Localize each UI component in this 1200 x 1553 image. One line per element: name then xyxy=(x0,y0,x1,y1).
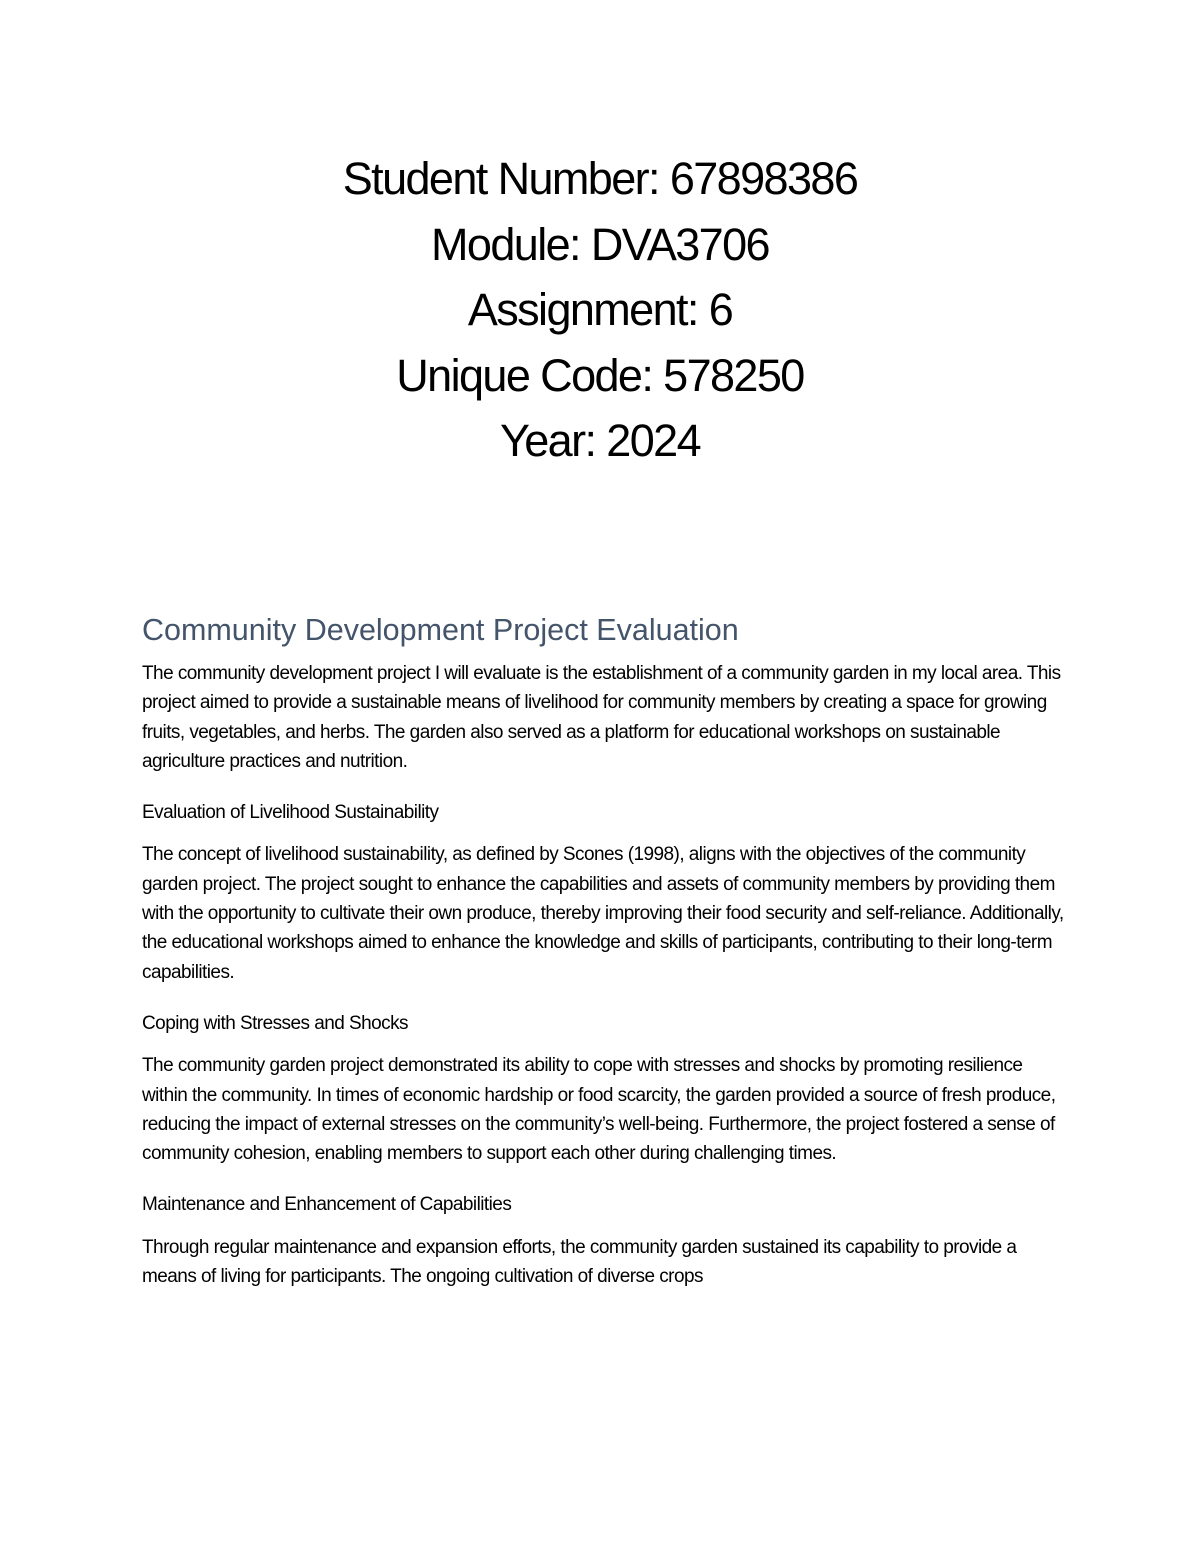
student-number-line: Student Number: 67898386 xyxy=(342,153,858,204)
cover-block xyxy=(0,146,1200,474)
subsection-body-coping: The community garden project demonstrated its ability to cope with stresses and shocks by promoting resilience within the community. In times of economic hardship or food scarcity, the garden provided a source of fresh produce, reducing the impact of external stresses on the community’s well-being. Furthermore, the project fostered a sense of community cohesion, enabling members to support each other during challenging times. xyxy=(142,1055,1056,1165)
subsection-heading-capabilities: Maintenance and Enhancement of Capabilities xyxy=(142,1194,512,1216)
assignment-line: Assignment: 6 xyxy=(467,284,733,335)
subsection-heading-coping: Coping with Stresses and Shocks xyxy=(142,1012,408,1034)
year-line: Year: 2024 xyxy=(499,415,701,466)
module-line: Module: DVA3706 xyxy=(431,218,769,270)
unique-code-line: Unique Code: 578250 xyxy=(396,349,804,401)
document-body xyxy=(142,608,1072,1313)
intro-paragraph: The community development project I will evaluate is the establishment of a community garden in my local area. This project aimed to provide a sustainable means of livelihood for community members by creating a space for growing fruits, vegetables, and herbs. The garden also served as a platform for educational workshops on sustainable agriculture practices and nutrition. xyxy=(142,663,1061,772)
section-title: Community Development Project Evaluation xyxy=(142,613,739,647)
subsection-body-capabilities: Through regular maintenance and expansion efforts, the community garden sustained its capability to provide a means of living for participants. The ongoing cultivation of diverse crops xyxy=(142,1236,1017,1288)
subsection-body-livelihood: The concept of livelihood sustainability, as defined by Scones (1998), aligns with the objectives of the community garden project. The project sought to enhance the capabilities and assets of community members by providing them with the opportunity to cultivate their own produce, thereby improving their food security and self-reliance. Additionally, the educational workshops aimed to enhance the knowledge and skills of participants, contributing to their long-term capabilities. xyxy=(142,844,1064,983)
subsection-heading-livelihood: Evaluation of Livelihood Sustainability xyxy=(142,802,439,824)
